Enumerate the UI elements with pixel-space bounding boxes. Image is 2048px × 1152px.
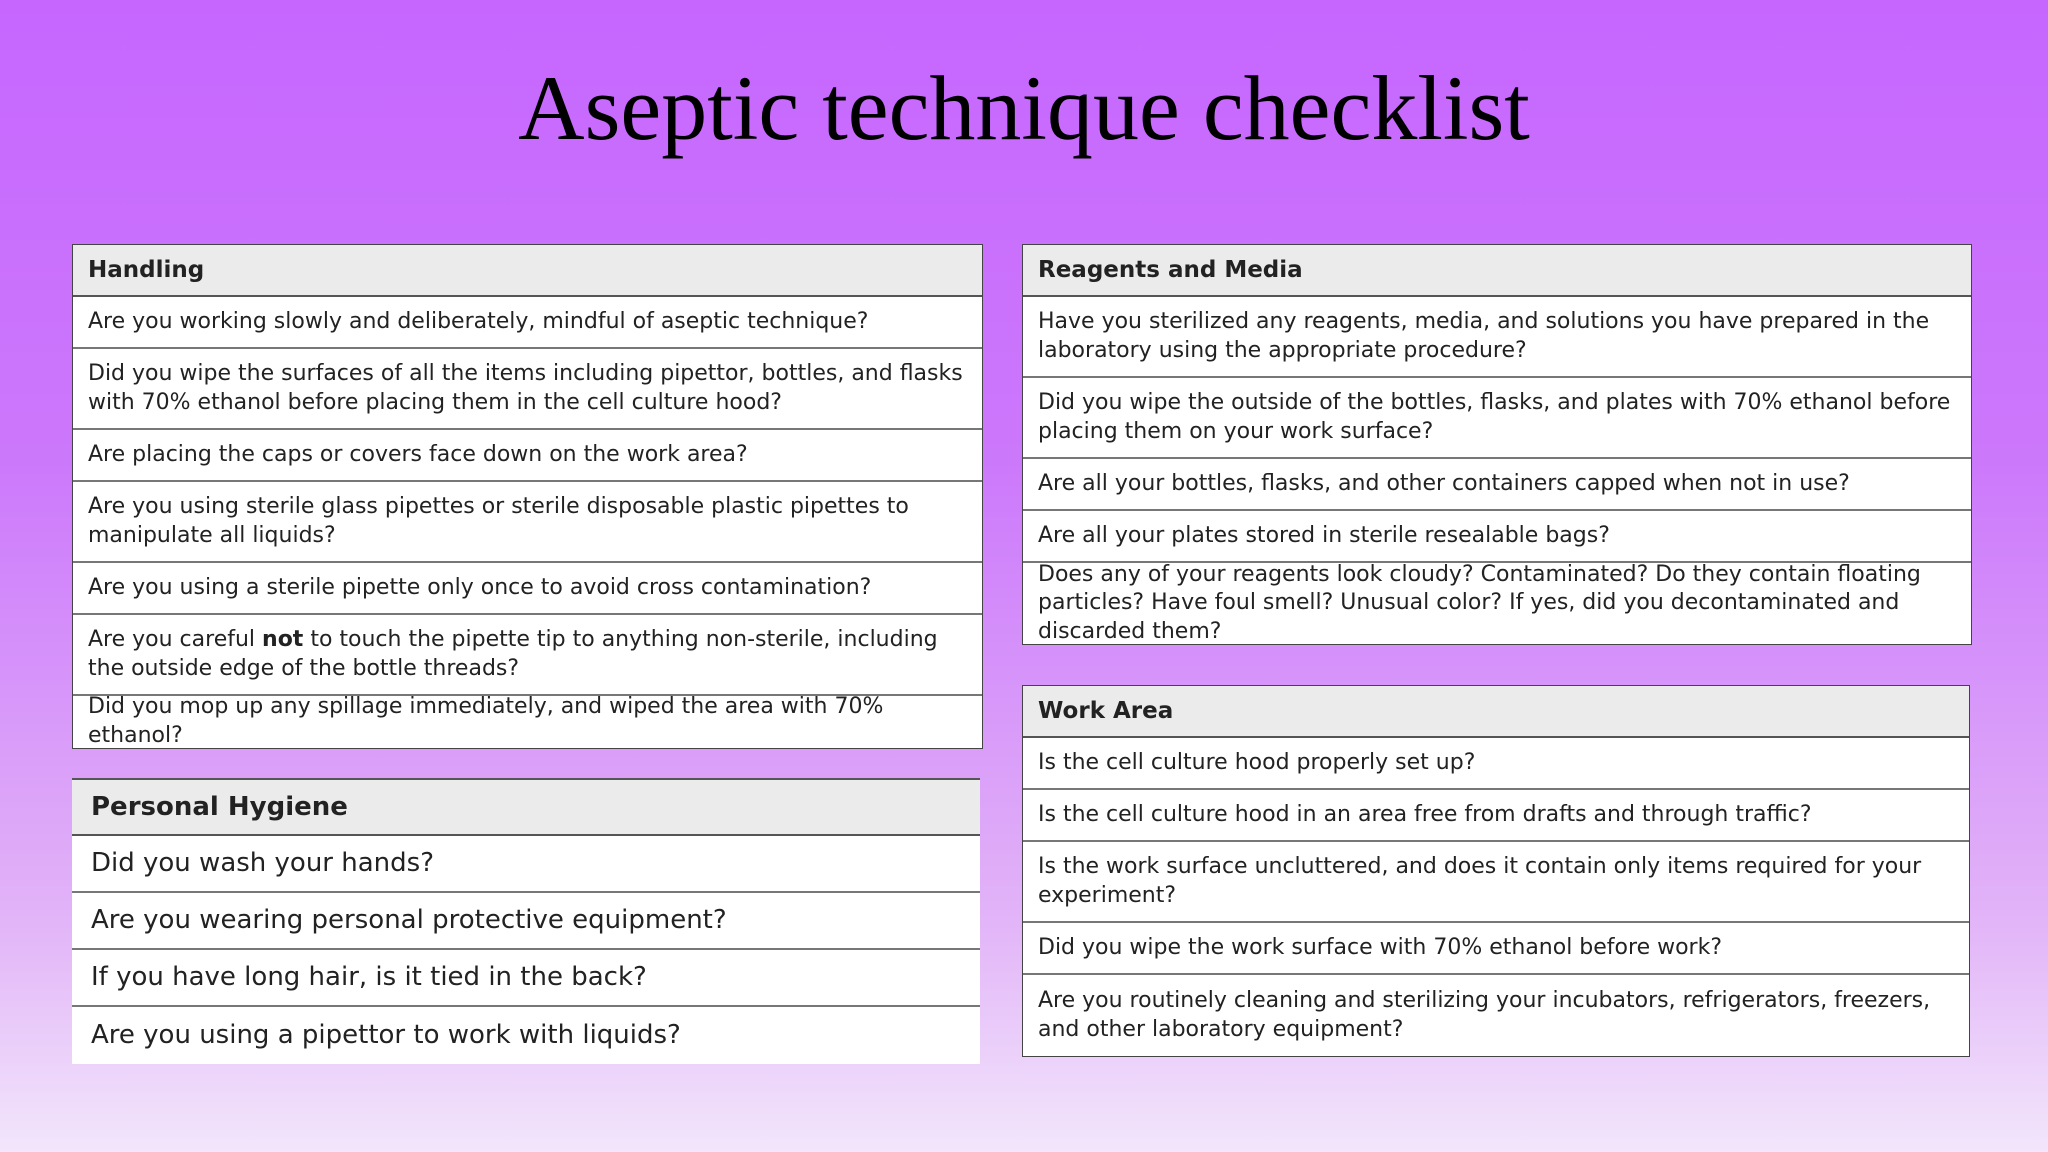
handling-table: [72, 244, 983, 749]
personal-hygiene-header: Personal Hygiene: [72, 780, 980, 836]
handling-item: Are you working slowly and deliberately, mindful of aseptic technique?: [73, 297, 982, 349]
handling-item: [73, 615, 982, 696]
slide-title: Aseptic technique checklist: [518, 57, 1530, 159]
handling-item: Did you mop up any spillage immediately, and wiped the area with 70% ethanol?: [88, 694, 884, 748]
work-area-item: Is the work surface uncluttered, and does it contain only items required for your experiment?: [1023, 842, 1969, 923]
reagents-media-item: Did you wipe the outside of the bottles, flasks, and plates with 70% ethanol before placing them on your work surface?: [1023, 378, 1971, 459]
reagents-media-item: Have you sterilized any reagents, media, and solutions you have prepared in the laboratory using the appropriate procedure?: [1023, 297, 1971, 378]
personal-hygiene-item: Are you wearing personal protective equipment?: [72, 893, 980, 950]
handling-item-emphasis: not: [262, 626, 304, 652]
handling-header: Handling: [73, 245, 982, 297]
work-area-item: Did you wipe the work surface with 70% ethanol before work?: [1023, 923, 1969, 975]
reagents-media-table: [1022, 244, 1972, 645]
work-area-item: Is the cell culture hood properly set up?: [1023, 738, 1969, 790]
handling-item-text: to touch the pipette tip to anything non-sterile, including the outside edge of the bottle threads?: [88, 626, 938, 681]
handling-item: Did you wipe the surfaces of all the items including pipettor, bottles, and flasks with 70% ethanol before placing them in the cell culture hood?: [73, 349, 982, 430]
handling-item-text: Are you careful: [88, 626, 263, 652]
work-area-item: Is the cell culture hood in an area free from drafts and through traffic?: [1023, 790, 1969, 842]
personal-hygiene-item: Are you using a pipettor to work with liquids?: [91, 1019, 681, 1050]
reagents-media-item: Are all your plates stored in sterile resealable bags?: [1023, 511, 1971, 563]
personal-hygiene-item: If you have long hair, is it tied in the back?: [72, 950, 980, 1007]
work-area-table: [1022, 685, 1970, 1057]
handling-item: Are you using a sterile pipette only once to avoid cross contamination?: [73, 563, 982, 615]
reagents-media-header: Reagents and Media: [1023, 245, 1971, 297]
work-area-item: Are you routinely cleaning and sterilizing your incubators, refrigerators, freezers, and other laboratory equipment?: [1038, 987, 1931, 1042]
reagents-media-item: Does any of your reagents look cloudy? Contaminated? Do they contain floating particles? Have foul smell? Unusual color? If yes, did you decontaminated and discarded them?: [1038, 561, 1921, 644]
personal-hygiene-item: Did you wash your hands?: [72, 836, 980, 893]
personal-hygiene-table: [72, 778, 980, 1064]
handling-item: Are placing the caps or covers face down on the work area?: [73, 430, 982, 482]
reagents-media-item: Are all your bottles, flasks, and other containers capped when not in use?: [1023, 459, 1971, 511]
work-area-header: Work Area: [1023, 686, 1969, 738]
handling-item: Are you using sterile glass pipettes or sterile disposable plastic pipettes to manipulate all liquids?: [73, 482, 982, 563]
